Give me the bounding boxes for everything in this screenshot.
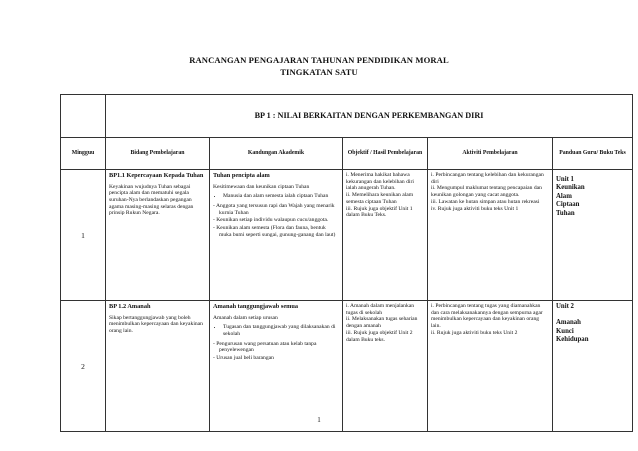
table-row (61, 301, 633, 432)
list-item: iii. Rujuk juga objektif Unit 2 dalam Buku teks. (346, 329, 413, 343)
header-minggu: Mingguu (61, 138, 106, 170)
bp-title: BP1.1 Kepercayaan Kepada Tuhan (109, 172, 204, 179)
kandungan-dash-list (213, 203, 339, 239)
header-aktiviti: Aktiviti Pembelajaran (428, 138, 553, 170)
kandungan-cell (210, 301, 343, 432)
kandungan-bullets (213, 193, 339, 200)
header-row (61, 138, 633, 170)
banner-row (61, 95, 633, 138)
aktiviti-cell (428, 170, 553, 301)
kandungan-dash-list (213, 341, 339, 362)
list-item: - Pengurusan wang persatuan atau kelab tanpa penyelewengan (219, 341, 339, 354)
objektif-cell (343, 170, 428, 301)
unit-title-line: Tuhan (556, 209, 575, 217)
week-cell: 1 (61, 170, 106, 301)
unit-title-line: Kehidupan (556, 336, 589, 344)
tema-title: Tuhan pencipta alam (213, 172, 270, 179)
kandungan-intro: Kesitimewaan dan keunikan ciptaan Tuhan (213, 183, 310, 190)
list-item: iii. Lawatan ke hutan simpan atau hutan rekreasi (431, 198, 540, 205)
list-item: - Anggota yang tersusun rapi dan Wajah yang menarik kurnia Tuhan (219, 203, 339, 216)
tema-title: Amanah tanggungjawab semua (213, 303, 299, 310)
kandungan-intro: Amanah dalam setiap urusan (213, 314, 278, 321)
list-item: - Urusan jual beli barangan (219, 355, 339, 362)
banner-title: BP 1 : NILAI BERKAITAN DENGAN PERKEMBANGAN DIRI (106, 95, 633, 138)
list-item: i. Menerima hakikat bahawa kekurangan dan kelebihan diri ialah anugerah Tuhan. (346, 172, 414, 192)
unit-title-line: Kunci (556, 327, 574, 335)
bp-description: Sikap bertanggungjawab yang boleh menimbulkan kepercayaan dan keyakinan orang lain. (109, 314, 203, 334)
bidang-cell (106, 170, 210, 301)
panduan-cell (553, 170, 633, 301)
header-panduan: Panduan Guru/ Buku Teks (553, 138, 633, 170)
unit-title-line: Amanah (556, 319, 581, 327)
list-item: iv. Rujuk juga aktiviti buku teks Unit 1 (431, 205, 519, 212)
kandungan-bullet-item: • Tugasan dan tanggungjawab yang dilaksanakan di sekolah (223, 324, 339, 337)
list-item: - Keunikan alam semesta (Flora dan fauna, bentuk muka bumi seperti sungai, gunung-ganang dan laut) (219, 225, 339, 238)
header-bidang: Bidang Pembelajaran (106, 138, 210, 170)
unit-label: Unit 2 (556, 303, 574, 310)
list-item: - Keunikan setiap individu walaupun cucu/anggota. (219, 217, 339, 224)
bp-title: BP 1.2 Amanah (109, 303, 151, 310)
kandungan-cell (210, 170, 343, 301)
bp-description: Keyakinan wujudnya Tuhan sebagai pencipta alam dan mematuhi segala suruhan-Nya berlandaskan pegangan agama masing-masing selaras dengan prinsip Rukun Negara. (109, 183, 194, 217)
header-objektif: Objektif / Hasil Pembelajaran (343, 138, 428, 170)
unit-title-line: Ciptaan (556, 201, 580, 209)
header-kandungan: Kandungan Akademik (210, 138, 343, 170)
unit-title-line: Keunikan (556, 184, 585, 192)
kandungan-bullet-item: • Manusia dan alam semesta ialah ciptaan Tuhan (223, 193, 339, 200)
list-item: ii. Mengumpul maklumat tentang pencapaian dan keunikan golongan yang cacat anggota. (431, 185, 542, 199)
panduan-cell (553, 301, 633, 432)
kandungan-bullets (213, 324, 339, 337)
list-item: ii. Memelihara keunikan alam semesta ciptaan Tuhan (346, 192, 414, 205)
table-row (61, 170, 633, 301)
lesson-plan-table (60, 94, 633, 432)
banner-empty-cell (61, 95, 106, 138)
list-item: i. Amanah dalam menjalankan tugas di sekolah (346, 303, 415, 316)
unit-title-line (556, 311, 629, 319)
objektif-cell (343, 301, 428, 432)
page-number: 1 (317, 416, 321, 424)
list-item: ii. Rujuk juga aktiviti buku teks Unit 2 (431, 329, 518, 336)
bidang-cell (106, 301, 210, 432)
unit-title-line: Alam (556, 192, 572, 200)
document-title: RANCANGAN PENGAJARAN TAHUNAN PENDIDIKAN MORAL (189, 55, 449, 65)
document-subtitle: TINGKATAN SATU (280, 67, 358, 77)
list-item: i. Perbincangan tentang tugas yang diamanahkan dan cara melaksanakannya dengan sempurna agar menimbulkan kepercayaan dan keyakinan orang lain. (431, 303, 543, 330)
list-item: iii. Rujuk juga objektif Unit 1 dalam Buku Teks. (346, 205, 413, 219)
unit-label: Unit 1 (556, 176, 574, 183)
list-item: ii. Melaksanakan tugas seharian dengan amanah (346, 316, 418, 330)
week-cell: 2 (61, 301, 106, 432)
aktiviti-cell (428, 301, 553, 432)
list-item: i. Perbincangan tentang kelebihan dan kekurangan diri (431, 172, 544, 185)
